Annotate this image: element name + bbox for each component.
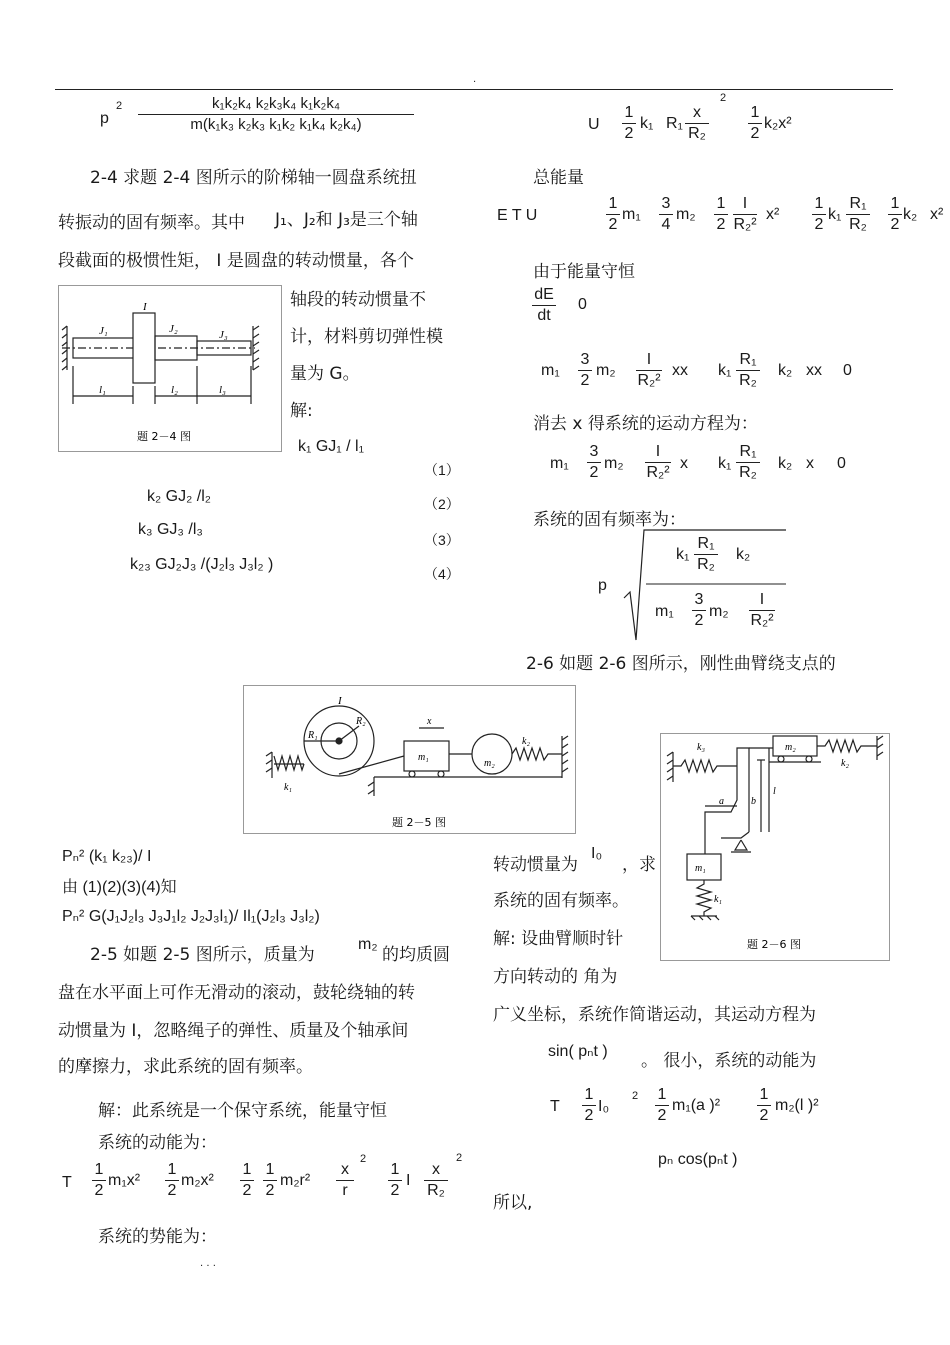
R1R2-den: R₂ bbox=[739, 464, 757, 481]
IR-den: R₂² bbox=[637, 372, 661, 389]
p26-line2c: ，求 bbox=[622, 855, 656, 875]
half-num: 1 bbox=[812, 194, 826, 215]
eqB-IR bbox=[645, 442, 671, 483]
T2-eq-t2: m₁(a )² bbox=[672, 1097, 721, 1114]
IR-den: R₂² bbox=[733, 216, 757, 233]
R1R2-den: R₂ bbox=[739, 372, 757, 389]
fig24-label-l2: l₂ bbox=[171, 384, 178, 396]
T-eq-I: I bbox=[406, 1172, 411, 1189]
T-eq-t1: m₁x² bbox=[108, 1172, 141, 1189]
fig24-label-J2: J₂ bbox=[169, 323, 178, 335]
p25-line3: 动惯量为 I，忽略绳子的弹性、质量及个轴承间 bbox=[58, 1021, 409, 1041]
p26-line2a: 转动惯量为 bbox=[493, 855, 578, 875]
U-eq-sq: 2 bbox=[720, 92, 727, 104]
T-eq-sq2: 2 bbox=[456, 1152, 463, 1164]
eqA-IR bbox=[636, 350, 662, 391]
eqB-zero: 0 bbox=[837, 455, 846, 472]
eq2-no: （2） bbox=[424, 496, 460, 512]
IR-num: I bbox=[749, 590, 775, 611]
two-den: 2 bbox=[694, 612, 704, 629]
half-num: 1 bbox=[388, 1160, 402, 1181]
three-num: 3 bbox=[578, 350, 592, 371]
total-energy: 总能量 bbox=[533, 168, 584, 188]
E-eq-x2: x² bbox=[766, 206, 780, 223]
dt-den: dt bbox=[537, 307, 551, 324]
cancel-x: 消去 x 得系统的运动方程为： bbox=[533, 414, 758, 434]
fig25-label-m2: m₂ bbox=[484, 758, 495, 769]
sol1: 解：此系统是一个保守系统，能量守恒 bbox=[98, 1101, 387, 1121]
U-eq-U: U bbox=[588, 116, 600, 133]
fig26-label-a: a bbox=[719, 796, 724, 807]
figure-2-6 bbox=[660, 733, 890, 961]
eq1: k₁ GJ₁ / l₁ bbox=[298, 438, 364, 455]
T-eq-half4 bbox=[263, 1160, 277, 1201]
natural-frequency: 系统的固有频率为： bbox=[533, 510, 686, 530]
fig25-label-x: x bbox=[427, 716, 432, 727]
half-den: 2 bbox=[814, 216, 824, 233]
E-eq-half4 bbox=[888, 194, 902, 235]
half-den: 2 bbox=[890, 216, 900, 233]
xR2-den: R₂ bbox=[427, 1182, 445, 1199]
E-eq-half3 bbox=[812, 194, 826, 235]
fig24-caption: 题 2－4 图 bbox=[137, 430, 191, 443]
sin-eq: sin( pₙt ) bbox=[548, 1043, 608, 1060]
R1R2-num: R₁ bbox=[694, 534, 718, 555]
fig24-label-I: I bbox=[143, 301, 147, 313]
eq3-no: （3） bbox=[424, 532, 460, 548]
half-den: 2 bbox=[750, 125, 760, 142]
p25-line1b: m₂ bbox=[358, 936, 378, 953]
half-den: 2 bbox=[390, 1182, 400, 1199]
fig25-label-R2: R₂ bbox=[356, 716, 366, 727]
p-eq-k2: k₂ bbox=[736, 546, 751, 563]
p25-line4: 的摩擦力，求此系统的固有频率。 bbox=[58, 1057, 313, 1077]
half-den: 2 bbox=[94, 1182, 104, 1199]
sol2: 系统的动能为： bbox=[98, 1133, 217, 1153]
p-eq-m2: m₂ bbox=[709, 603, 729, 620]
half-num: 1 bbox=[714, 194, 728, 215]
half-den: 2 bbox=[624, 125, 634, 142]
p24-line3: 段截面的极惯性矩， I 是圆盘的转动惯量，各个 bbox=[58, 251, 414, 271]
p25-line1a: 2-5 如题 2-5 图所示，质量为 bbox=[90, 945, 315, 965]
xr-den: r bbox=[342, 1182, 348, 1199]
T2-eq-half1 bbox=[582, 1085, 596, 1126]
eqA-32 bbox=[578, 350, 592, 391]
cos-eq: pₙ cos(pₙt ) bbox=[658, 1151, 738, 1168]
eqA-m2: m₂ bbox=[596, 362, 616, 379]
two-den: 2 bbox=[580, 372, 590, 389]
p-eq-p: p bbox=[598, 577, 607, 594]
p24-side3: 量为 G。 bbox=[290, 364, 360, 384]
eq-p2-num: k₁k₂k₄ k₂k₃k₄ k₁k₂k₄ bbox=[138, 94, 414, 115]
T2-eq-half3 bbox=[757, 1085, 771, 1126]
xR2-num: x bbox=[424, 1160, 448, 1181]
eq1-no: （1） bbox=[424, 462, 460, 478]
IR-den: R₂² bbox=[750, 612, 774, 629]
eq4-no: （4） bbox=[424, 566, 460, 582]
eq-p2-fraction bbox=[138, 94, 414, 135]
IR-num: I bbox=[733, 194, 757, 215]
half-num: 1 bbox=[655, 1085, 669, 1106]
p24-line1: 2-4 求题 2-4 图所示的阶梯轴一圆盘系统扭 bbox=[90, 168, 417, 188]
U-eq-k2x2: k₂x² bbox=[764, 115, 792, 132]
three-num: 3 bbox=[659, 194, 673, 215]
header-dot: . bbox=[473, 74, 477, 85]
footer-dots: . . . bbox=[200, 1258, 216, 1269]
p26-line3: 系统的固有频率。 bbox=[493, 891, 629, 911]
p24-line2b: J₁、J₂和 J₃是三个轴 bbox=[275, 210, 418, 230]
dE-dt-rhs: 0 bbox=[578, 296, 587, 313]
T-eq-half3 bbox=[240, 1160, 254, 1201]
p-eq-IR bbox=[749, 590, 775, 631]
fig26-label-b: b bbox=[751, 796, 756, 807]
eqB-k2: k₂ bbox=[778, 455, 793, 472]
U-eq-half1 bbox=[622, 103, 636, 144]
T2-eq-t1: I₀ bbox=[598, 1098, 610, 1115]
p26-line6: 广义坐标，系统作简谐运动，其运动方程为 bbox=[493, 1005, 816, 1025]
E-eq-m1: m₁ bbox=[622, 206, 641, 223]
T-eq-t2: m₂x² bbox=[181, 1172, 214, 1189]
eq4: k₂₃ GJ₂J₃ /(J₂l₃ J₃l₂ ) bbox=[130, 556, 274, 573]
half-den: 2 bbox=[657, 1107, 667, 1124]
fig26-label-k2: k₂ bbox=[841, 758, 849, 769]
eqB-R1R2 bbox=[736, 442, 760, 483]
four-den: 4 bbox=[661, 216, 671, 233]
IR-num: I bbox=[636, 350, 662, 371]
eq-p2-sup: 2 bbox=[116, 100, 123, 112]
half-den: 2 bbox=[167, 1182, 177, 1199]
sol3: 系统的势能为： bbox=[98, 1227, 217, 1247]
from-eqs: 由 (1)(2)(3)(4)知 bbox=[62, 879, 177, 896]
fig24-label-l3: l₃ bbox=[219, 384, 226, 396]
half-num: 1 bbox=[748, 103, 762, 124]
half-den: 2 bbox=[608, 216, 618, 233]
p24-line2a: 转振动的固有频率。其中 bbox=[58, 213, 245, 233]
fig25-label-k1: k₁ bbox=[284, 782, 292, 793]
fig24-label-J3: J₃ bbox=[219, 329, 228, 341]
two-den: 2 bbox=[589, 464, 599, 481]
fig24-label-l1: l₁ bbox=[99, 384, 106, 396]
energy-conserve: 由于能量守恒 bbox=[533, 262, 635, 282]
E-eq-m2: m₂ bbox=[676, 206, 696, 223]
E-eq-lhs: E T U bbox=[497, 207, 538, 224]
fig26-label-m2: m₂ bbox=[785, 742, 796, 753]
p26-line2b: I₀ bbox=[591, 845, 603, 862]
half-den: 2 bbox=[716, 216, 726, 233]
half-num: 1 bbox=[757, 1085, 771, 1106]
T-eq-T: T bbox=[62, 1174, 72, 1191]
eqB-m1: m₁ bbox=[550, 455, 569, 472]
p24-side1: 轴段的转动惯量不 bbox=[290, 290, 426, 310]
E-eq-34 bbox=[659, 194, 673, 235]
fig26-label-m1: m₁ bbox=[695, 863, 706, 874]
three-num: 3 bbox=[692, 590, 706, 611]
E-eq-k2: k₂ bbox=[903, 206, 918, 223]
so: 所以, bbox=[493, 1193, 533, 1213]
E-eq-k1: k₁ bbox=[828, 206, 842, 223]
E-eq-R1R2 bbox=[846, 194, 870, 235]
half-num: 1 bbox=[888, 194, 902, 215]
three-num: 3 bbox=[587, 442, 601, 463]
U-eq-R1: R₁ bbox=[666, 115, 683, 132]
eqA-zero: 0 bbox=[843, 362, 852, 379]
p25-line2: 盘在水平面上可作无滑动的滚动，鼓轮绕轴的转 bbox=[58, 983, 415, 1003]
eqA-m1: m₁ bbox=[541, 362, 560, 379]
fig26-label-k3: k₃ bbox=[697, 742, 705, 753]
small-kinetic: 。 很小，系统的动能为 bbox=[641, 1051, 817, 1071]
fig25-label-k2: k₂ bbox=[522, 736, 530, 747]
eqA-R1R2 bbox=[736, 350, 760, 391]
eq2: k₂ GJ₂ /l₂ bbox=[147, 488, 211, 505]
eqB-32 bbox=[587, 442, 601, 483]
p24-side2: 计，材料剪切弹性模 bbox=[290, 327, 443, 347]
half-num: 1 bbox=[606, 194, 620, 215]
p-eq-32 bbox=[692, 590, 706, 631]
header-rule bbox=[55, 89, 893, 90]
half-num: 1 bbox=[622, 103, 636, 124]
fig25-caption: 题 2－5 图 bbox=[392, 816, 446, 829]
xR2-num: x bbox=[685, 103, 709, 124]
E-eq-half2 bbox=[714, 194, 728, 235]
T2-eq-t3: m₂(l )² bbox=[775, 1097, 819, 1114]
U-eq-k1: k₁ bbox=[640, 115, 654, 132]
R1R2-den: R₂ bbox=[697, 556, 715, 573]
U-eq-half2 bbox=[748, 103, 762, 144]
fig25-label-I: I bbox=[338, 695, 342, 707]
half-den: 2 bbox=[759, 1107, 769, 1124]
eqA-k1: k₁ bbox=[718, 362, 732, 379]
IR-den: R₂² bbox=[646, 464, 670, 481]
T-eq-sq1: 2 bbox=[360, 1153, 367, 1165]
T-eq-half1 bbox=[92, 1160, 106, 1201]
E-eq-half1 bbox=[606, 194, 620, 235]
figure-2-5 bbox=[243, 685, 576, 834]
eqB-x: x bbox=[680, 455, 688, 472]
eqA-k2: k₂ bbox=[778, 362, 793, 379]
p26-line5: 方向转动的 角为 bbox=[493, 967, 618, 987]
T-eq-half5 bbox=[388, 1160, 402, 1201]
half-num: 1 bbox=[165, 1160, 179, 1181]
R1R2-num: R₁ bbox=[736, 350, 760, 371]
R1R2-den: R₂ bbox=[849, 216, 867, 233]
p25-line1c: 的均质圆 bbox=[382, 945, 450, 965]
xr-num: x bbox=[336, 1160, 354, 1181]
p24-side4: 解: bbox=[290, 401, 313, 421]
eq-p2-lhs: p bbox=[100, 110, 109, 127]
half-den: 2 bbox=[584, 1107, 594, 1124]
p-eq-R1R2 bbox=[694, 534, 718, 575]
fig26-caption: 题 2－6 图 bbox=[747, 938, 801, 951]
T2-eq-sup: 2 bbox=[632, 1090, 639, 1102]
fig24-label-J1: J₁ bbox=[99, 325, 108, 337]
half-den: 2 bbox=[265, 1182, 275, 1199]
dE-dt bbox=[532, 285, 556, 326]
pn2-b: Pₙ² G(J₁J₂l₃ J₃J₁l₂ J₂J₃l₁)/ Il₁(J₂l₃ J₃l₂) bbox=[62, 908, 320, 925]
pn2-a: Pₙ² (k₁ k₂₃)/ I bbox=[62, 848, 152, 865]
fig26-label-l: l bbox=[773, 786, 776, 797]
p26-line4: 解: 设曲臂顺时针 bbox=[493, 929, 624, 949]
R1R2-num: R₁ bbox=[846, 194, 870, 215]
fig26-label-k1: k₁ bbox=[714, 894, 722, 905]
T-eq-t3: m₂r² bbox=[280, 1172, 311, 1189]
half-num: 1 bbox=[263, 1160, 277, 1181]
T-eq-half2 bbox=[165, 1160, 179, 1201]
T-eq-xr bbox=[336, 1160, 354, 1201]
dE-num: dE bbox=[532, 285, 556, 306]
IR-num: I bbox=[645, 442, 671, 463]
p26-line1: 2-6 如题 2-6 图所示，刚性曲臂绕支点的 bbox=[526, 654, 836, 674]
p-eq-k1: k₁ bbox=[676, 546, 690, 563]
fig25-label-m1: m₁ bbox=[418, 752, 429, 763]
figure-2-4 bbox=[58, 285, 282, 452]
T2-eq-half2 bbox=[655, 1085, 669, 1126]
eqA-xx: xx bbox=[672, 362, 688, 379]
T-eq-xR2 bbox=[424, 1160, 448, 1201]
eqB-k1: k₁ bbox=[718, 455, 732, 472]
half-num: 1 bbox=[582, 1085, 596, 1106]
half-den: 2 bbox=[242, 1182, 252, 1199]
U-eq-xR2 bbox=[685, 103, 709, 144]
T2-eq-T: T bbox=[550, 1098, 560, 1115]
p-eq-m1: m₁ bbox=[655, 603, 674, 620]
eqA-xx2: xx bbox=[806, 362, 822, 379]
E-eq-x2b: x² bbox=[930, 206, 944, 223]
eq3: k₃ GJ₃ /l₃ bbox=[138, 521, 203, 538]
half-num: 1 bbox=[92, 1160, 106, 1181]
R1R2-num: R₁ bbox=[736, 442, 760, 463]
E-eq-IR bbox=[733, 194, 757, 235]
fig25-label-R1: R₁ bbox=[308, 730, 318, 741]
xR2-den: R₂ bbox=[688, 125, 706, 142]
half-num: 1 bbox=[240, 1160, 254, 1181]
eq-p2-den: m(k₁k₃ k₂k₃ k₁k₂ k₁k₄ k₂k₄) bbox=[190, 116, 362, 133]
eqB-x2: x bbox=[806, 455, 814, 472]
eqB-m2: m₂ bbox=[604, 455, 624, 472]
